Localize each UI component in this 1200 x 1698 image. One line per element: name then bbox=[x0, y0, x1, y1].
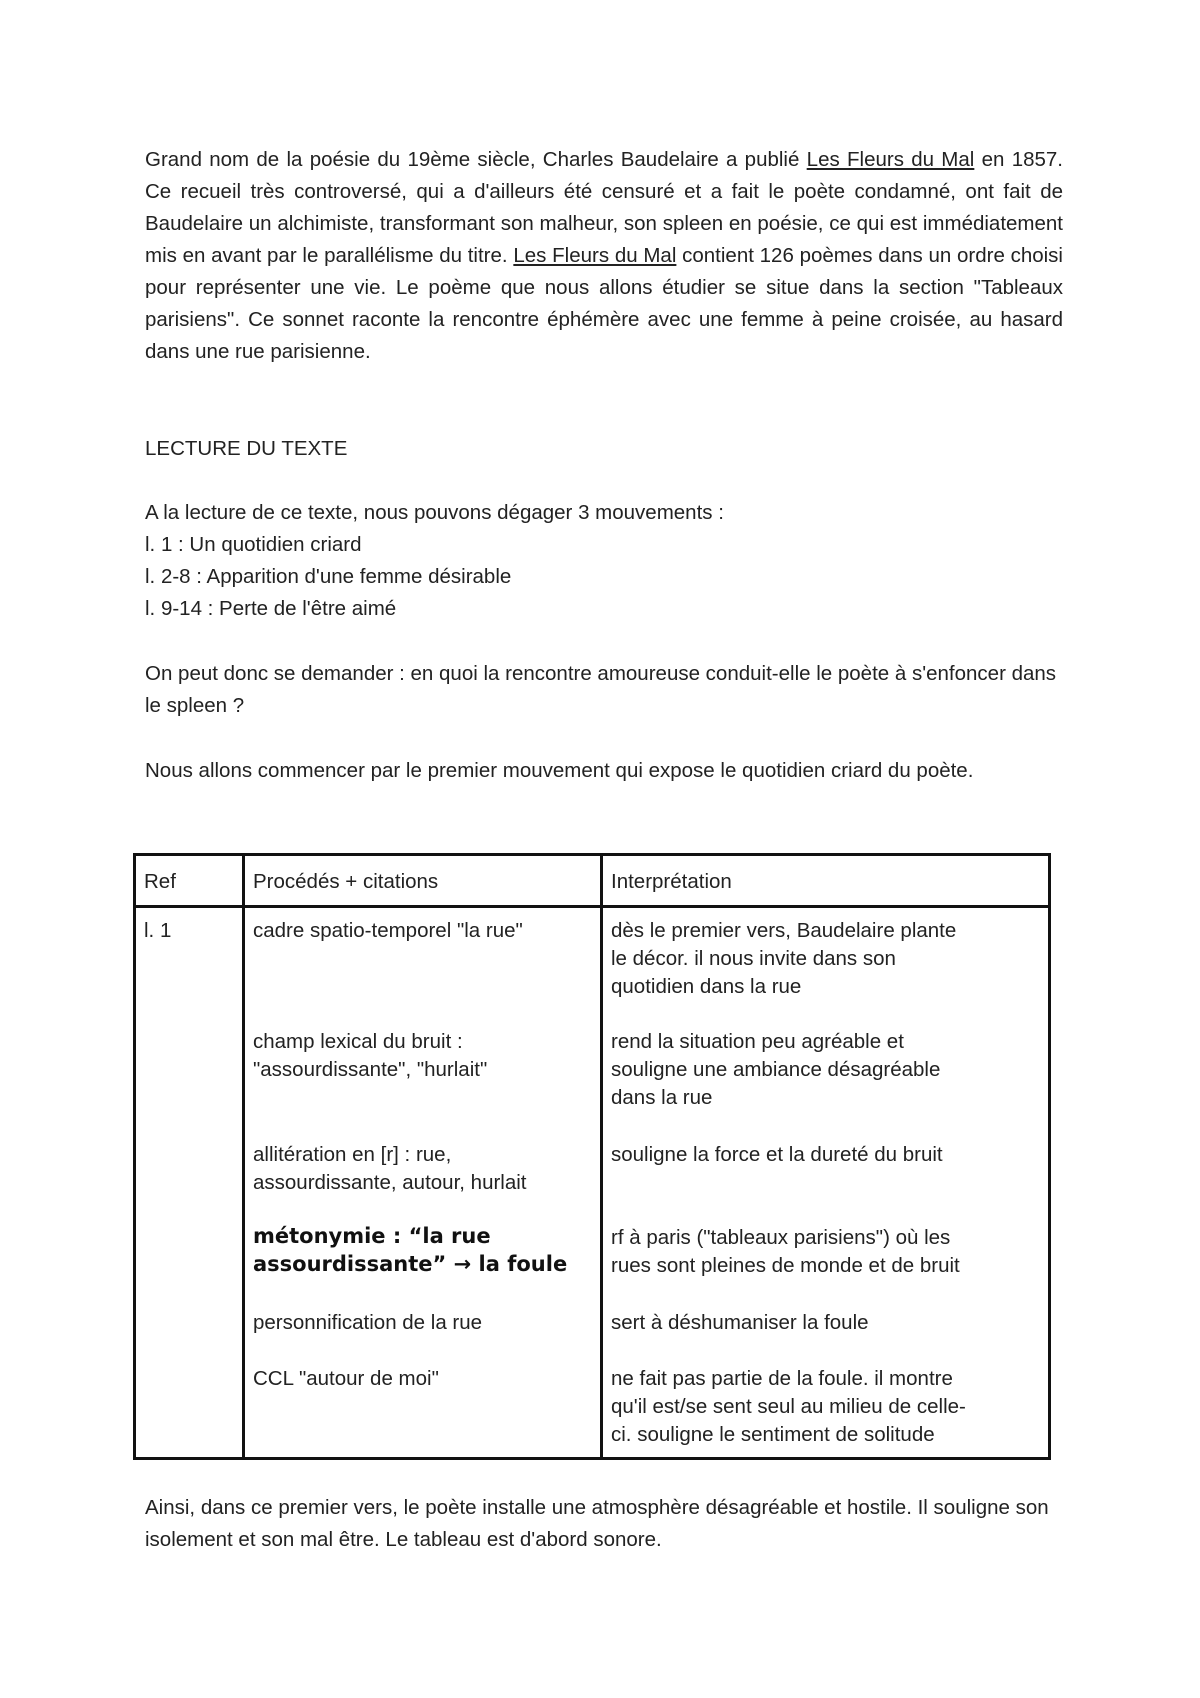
intro-paragraph bbox=[145, 144, 1063, 368]
movement-item: l. 1 : Un quotidien criard bbox=[145, 533, 362, 556]
procede-line: assourdissante, autour, hurlait bbox=[253, 1171, 527, 1194]
interpretation-line: souligne la force et la dureté du bruit bbox=[611, 1143, 943, 1166]
intro-text: contient 126 poèmes dans un ordre choisi pour représenter une vie. Le poème que nous allons étudier se situe dans la section "Tableaux parisiens". Ce sonnet raconte la rencontre éphémère avec une femme à peine croisée, au hasard dans une rue parisienne. bbox=[145, 244, 1063, 363]
interpretation-line: le décor. il nous invite dans son bbox=[611, 947, 896, 970]
problematique: On peut donc se demander : en quoi la rencontre amoureuse conduit-elle le poète à s'enfoncer dans le spleen ? bbox=[145, 662, 1057, 717]
interpretation-line: ne fait pas partie de la foule. il montre bbox=[611, 1367, 953, 1390]
interpretation-line: souligne une ambiance désagréable bbox=[611, 1058, 941, 1081]
analysis-table bbox=[133, 853, 1051, 1460]
intro-text: Grand nom de la poésie du 19ème siècle, Charles Baudelaire a publié bbox=[145, 148, 807, 171]
intro-text: en 1857. Ce recueil très controversé, qui a d'ailleurs été censuré et a fait le poète condamné, ont fait de Baudelaire un alchimiste, transformant son malheur, son spleen en poésie, ce qui est immédiatement mis en avant par le parallélisme du titre. bbox=[145, 148, 1063, 267]
conclusion: Ainsi, dans ce premier vers, le poète installe une atmosphère désagréable et hostile. Il souligne son isolement et son mal être. Le tableau est d'abord sonore. bbox=[145, 1496, 1049, 1551]
procede-line: assourdissante” → la foule bbox=[253, 1252, 568, 1276]
movement-item: l. 2-8 : Apparition d'une femme désirable bbox=[145, 565, 512, 588]
header-procedes: Procédés + citations bbox=[253, 870, 439, 893]
interpretation-cell bbox=[611, 1365, 966, 1449]
movements-intro: A la lecture de ce texte, nous pouvons dégager 3 mouvements : bbox=[145, 501, 724, 524]
interpretation-line: ci. souligne le sentiment de solitude bbox=[611, 1423, 935, 1446]
interpretation-line: dès le premier vers, Baudelaire plante bbox=[611, 919, 957, 942]
interpretation-line: dans la rue bbox=[611, 1086, 713, 1109]
interpretation-cell bbox=[611, 1028, 940, 1112]
procede-cell bbox=[253, 1028, 487, 1084]
procede-line: "assourdissante", "hurlait" bbox=[253, 1058, 488, 1081]
movements bbox=[145, 497, 1063, 625]
column-divider bbox=[600, 856, 603, 1457]
interpretation-line: rf à paris ("tableaux parisiens") où les bbox=[611, 1226, 951, 1249]
procede-line: personnification de la rue bbox=[253, 1311, 483, 1334]
procede-line: champ lexical du bruit : bbox=[253, 1030, 463, 1053]
interpretation-cell bbox=[611, 1224, 960, 1280]
procede-cell bbox=[253, 1309, 482, 1337]
header-divider bbox=[136, 905, 1048, 908]
procede-cell bbox=[253, 1222, 567, 1278]
column-divider bbox=[242, 856, 245, 1457]
procede-line: cadre spatio-temporel "la rue" bbox=[253, 919, 523, 942]
interpretation-line: rend la situation peu agréable et bbox=[611, 1030, 904, 1053]
procede-line: métonymie : “la rue bbox=[253, 1224, 491, 1248]
procede-cell bbox=[253, 917, 523, 945]
procede-cell bbox=[253, 1141, 527, 1197]
interpretation-line: rues sont pleines de monde et de bruit bbox=[611, 1254, 960, 1277]
interpretation-cell bbox=[611, 1309, 869, 1337]
interpretation-line: qu'il est/se sent seul au milieu de celle- bbox=[611, 1395, 966, 1418]
section-heading: LECTURE DU TEXTE bbox=[145, 437, 348, 460]
procede-line: CCL "autour de moi" bbox=[253, 1367, 439, 1390]
interpretation-cell bbox=[611, 917, 956, 1001]
book-title: Les Fleurs du Mal bbox=[806, 148, 975, 171]
procede-cell bbox=[253, 1365, 439, 1393]
transition: Nous allons commencer par le premier mouvement qui expose le quotidien criard du poète. bbox=[145, 759, 974, 782]
movement-item: l. 9-14 : Perte de l'être aimé bbox=[145, 597, 397, 620]
interpretation-cell bbox=[611, 1141, 943, 1169]
procede-line: allitération en [r] : rue, bbox=[253, 1143, 452, 1166]
interpretation-line: quotidien dans la rue bbox=[611, 975, 802, 998]
header-interpretation: Interprétation bbox=[611, 870, 732, 893]
header-ref: Ref bbox=[144, 870, 176, 893]
book-title: Les Fleurs du Mal bbox=[513, 244, 677, 267]
interpretation-line: sert à déshumaniser la foule bbox=[611, 1311, 869, 1334]
ref-cell: l. 1 bbox=[144, 919, 172, 942]
